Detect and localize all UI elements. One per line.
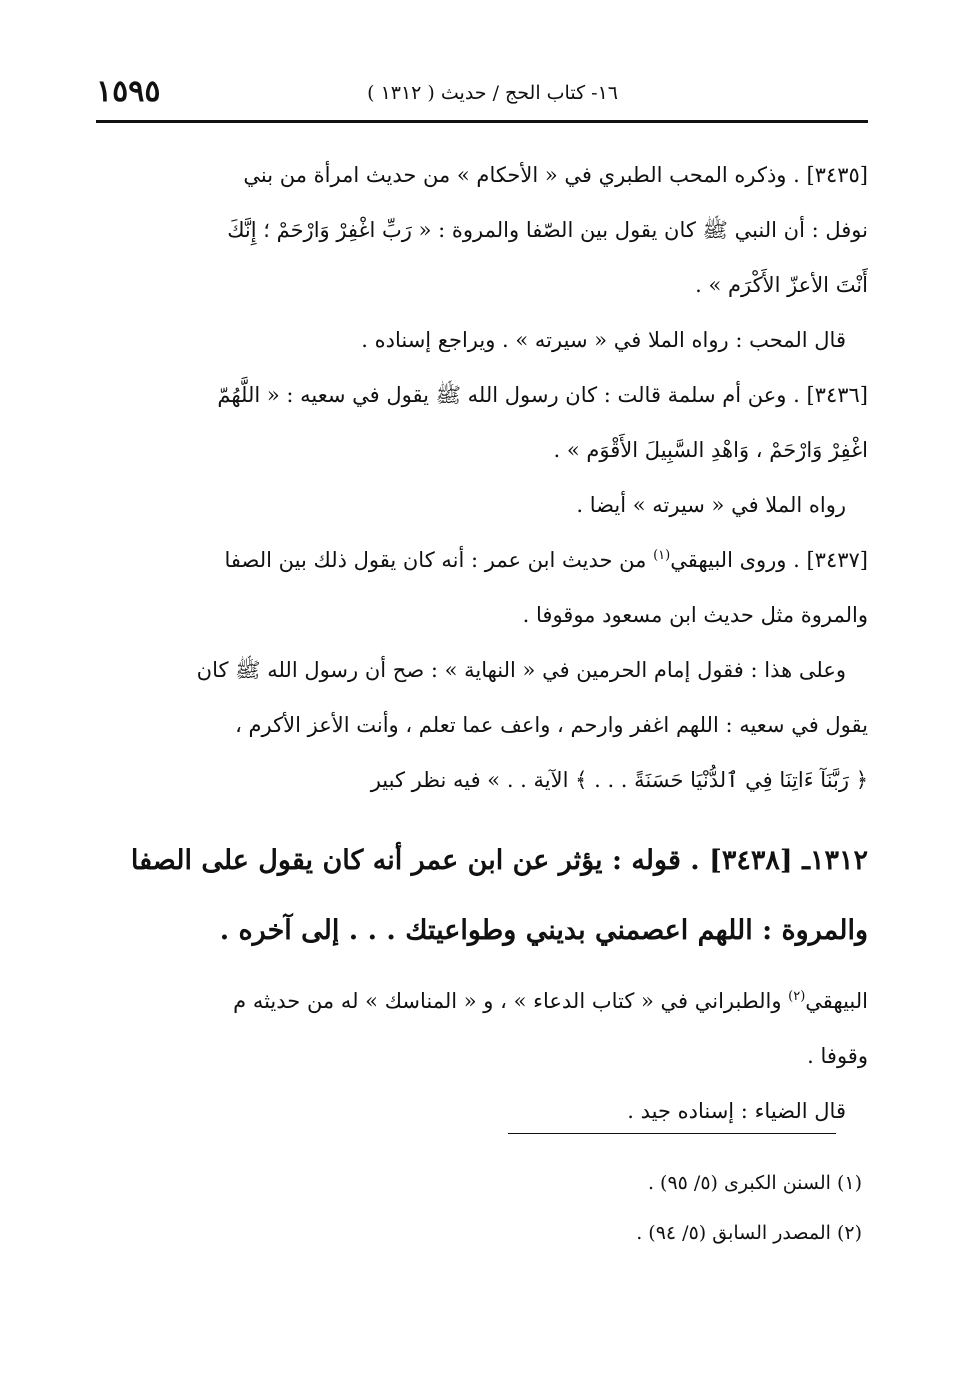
footnote-ref: (١) [653, 548, 671, 563]
hadith-heading: ١٣١٢ـ [٣٤٣٨] . قوله : يؤثر عن ابن عمر أنه كان يقول على الصفا [130, 845, 868, 876]
page-number: ١٥٩٥ [96, 74, 161, 109]
paragraph-line: يقول في سعيه : اللهم اغفر وارحم ، واعف عما تعلم ، وأنت الأعز الأكرم ، [235, 713, 868, 737]
footnote-rule [508, 1133, 836, 1134]
line-text: [٣٤٣٧] . وروى البيهقي [670, 548, 868, 572]
paragraph-line: [٣٤٣٦] . وعن أم سلمة قالت : كان رسول الله ﷺ يقول في سعيه : « اللَّهُمّ [217, 383, 868, 407]
paragraph-line: ﴿ رَبَّنَآ ءَاتِنَا فِي ٱلدُّنْيَا حَسَنَةً . . . ﴾ الآية . . » فيه نظر كبير [370, 768, 868, 792]
header-rule [96, 120, 868, 123]
paragraph-line: [٣٤٣٥] . وذكره المحب الطبري في « الأحكام » من حديث امرأة من بني [243, 163, 868, 187]
paragraph-line: والمروة مثل حديث ابن مسعود موقوفا . [522, 603, 868, 627]
footnote: (٢) المصدر السابق (٥/ ٩٤) . [636, 1222, 862, 1244]
body-text [92, 148, 868, 1139]
hadith-heading: والمروة : اللهم اعصمني بديني وطواعيتك . . . إلى آخره . [219, 915, 868, 946]
page-header [96, 74, 868, 120]
paragraph-line: قال الضياء : إسناده جيد . [627, 1099, 846, 1123]
paragraph-line: أَنْتَ الأعزّ الأَكْرَم » . [695, 273, 868, 297]
paragraph-line: وقوفا . [807, 1044, 868, 1068]
paragraph-line [92, 974, 868, 1029]
paragraph-line: نوفل : أن النبي ﷺ كان يقول بين الصّفا والمروة : « رَبِّ اغْفِرْ وَارْحَمْ ؛ إِنَّكَ [227, 218, 868, 242]
paragraph-line: وعلى هذا : فقول إمام الحرمين في « النهاية » : صح أن رسول الله ﷺ كان [196, 658, 846, 682]
footnote-ref: (٢) [788, 989, 806, 1004]
footnotes [92, 1158, 862, 1258]
paragraph-line [92, 533, 868, 588]
paragraph-line: رواه الملا في « سيرته » أيضا . [576, 493, 846, 517]
line-text: والطبراني في « كتاب الدعاء » ، و « المناسك » له من حديثه م [233, 989, 789, 1013]
running-title: ١٦- كتاب الحج / حديث ( ١٣١٢ ) [367, 82, 618, 104]
footnote: (١) السنن الكبرى (٥/ ٩٥) . [647, 1172, 862, 1194]
line-text: من حديث ابن عمر : أنه كان يقول ذلك بين الصفا [224, 548, 654, 572]
paragraph-line: قال المحب : رواه الملا في « سيرته » . ويراجع إسناده . [361, 328, 846, 352]
line-text: البيهقي [805, 989, 868, 1013]
paragraph-line: اغْفِرْ وَارْحَمْ ، وَاهْدِ السَّبِيلَ الأَقْوَم » . [553, 438, 868, 462]
